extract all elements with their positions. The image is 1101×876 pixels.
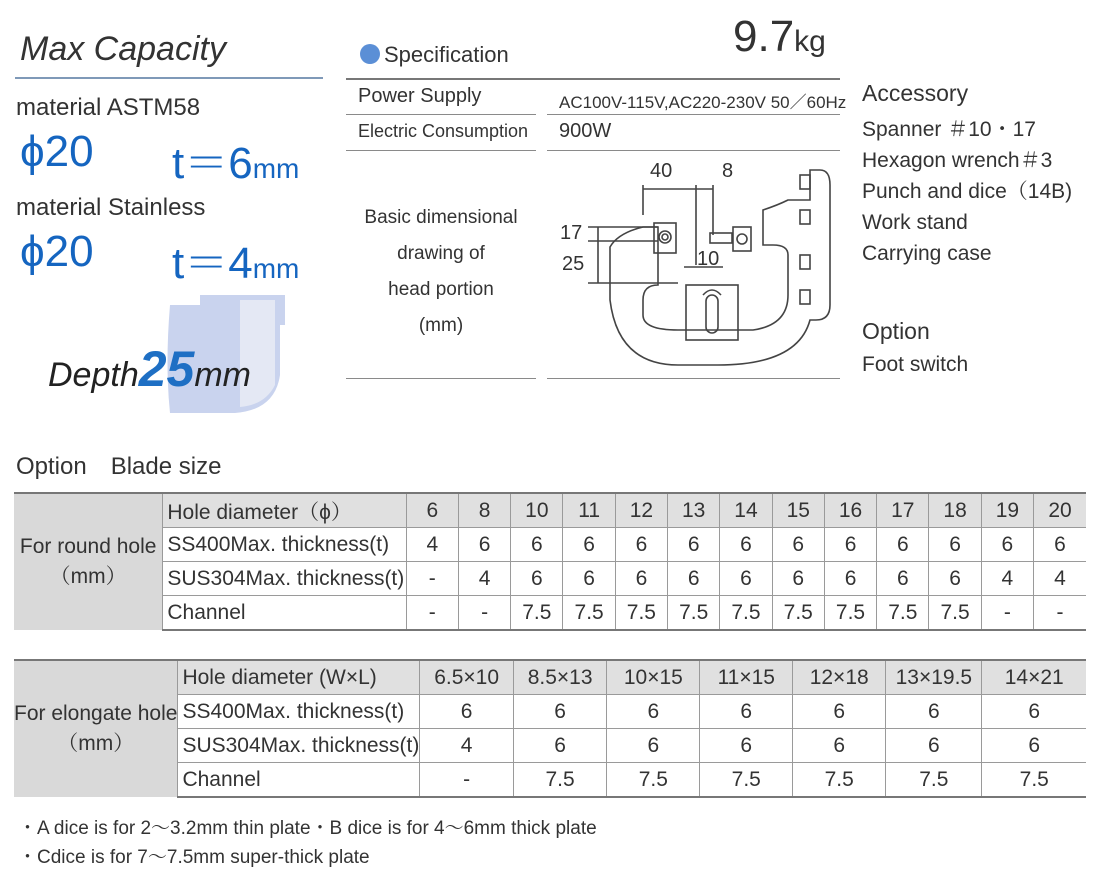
material-astm58-label: material ASTM58	[16, 94, 201, 121]
table-cell: 4	[420, 729, 513, 763]
table-header-cell: 10	[511, 493, 563, 528]
table-cell: 6	[886, 695, 982, 729]
table-header-cell: 15	[772, 493, 824, 528]
table-cell: 7.5	[615, 596, 667, 631]
table-cell: 6	[929, 528, 981, 562]
row-label: SS400Max. thickness(t)	[178, 695, 420, 729]
spec-row-rule	[346, 150, 536, 151]
table-cell: 6	[513, 695, 606, 729]
table-header-cell: 20	[1034, 493, 1086, 528]
table-cell: 6	[982, 729, 1086, 763]
table-header-cell: 10×15	[607, 660, 700, 695]
note-line: ・Cdice is for 7～7.5mm super-thick plate	[18, 847, 370, 868]
table-cell: 6	[513, 729, 606, 763]
table-cell: 6	[877, 528, 929, 562]
table-cell: 7.5	[720, 596, 772, 631]
table-cell: -	[406, 596, 458, 631]
table-cell: -	[458, 596, 510, 631]
table-cell: 6	[982, 695, 1086, 729]
option-heading: Option	[862, 318, 930, 344]
row-label: Channel	[163, 596, 406, 631]
table-cell: 6	[700, 729, 793, 763]
table-header-cell: 6	[406, 493, 458, 528]
table-header-cell: 6.5×10	[420, 660, 513, 695]
round-hole-table	[14, 492, 1086, 631]
dim-40: 40	[650, 160, 673, 182]
side-label-line: For elongate hole	[14, 702, 178, 725]
note-line: ・A dice is for 2～3.2mm thin plate・B dice is for 4～6mm thick plate	[18, 818, 597, 839]
table-cell: 4	[406, 528, 458, 562]
table-header-cell: 12	[615, 493, 667, 528]
table-cell: 7.5	[563, 596, 615, 631]
specification-heading: Specification	[360, 42, 509, 68]
table-header-cell: 12×18	[793, 660, 886, 695]
caption-line: drawing of	[397, 243, 485, 264]
table-cell: 6	[563, 562, 615, 596]
stainless-diameter: ϕ20	[20, 227, 94, 276]
table-cell: 6	[458, 528, 510, 562]
row-label: SS400Max. thickness(t)	[163, 528, 406, 562]
table-cell: 7.5	[772, 596, 824, 631]
accessory-heading: Accessory	[862, 80, 969, 106]
dim-25: 25	[562, 253, 585, 275]
table-cell: 7.5	[513, 763, 606, 798]
elongate-hole-side-label	[14, 660, 178, 797]
table-cell: 6	[981, 528, 1033, 562]
table-cell: 6	[793, 729, 886, 763]
side-label-line: （mm）	[57, 732, 135, 755]
head-drawing	[548, 155, 840, 380]
table-cell: 4	[1034, 562, 1086, 596]
table-cell: 6	[511, 528, 563, 562]
dim-10: 10	[697, 248, 720, 270]
table-cell: 6	[668, 562, 720, 596]
table-cell: 6	[1034, 528, 1086, 562]
accessory-item: Spanner ＃10・17	[862, 118, 1036, 141]
table-header-cell: 17	[877, 493, 929, 528]
table-cell: 6	[824, 528, 876, 562]
side-label-line: （mm）	[49, 565, 127, 588]
side-label-line: For round hole	[19, 535, 157, 558]
spec-bottom-rule	[547, 378, 840, 379]
round-hole-side-label	[14, 493, 163, 630]
table-cell: 7.5	[929, 596, 981, 631]
table-cell: 7.5	[982, 763, 1086, 798]
accessory-item: Hexagon wrench＃3	[862, 149, 1053, 172]
table-cell: 6	[772, 528, 824, 562]
table-cell: 6	[720, 528, 772, 562]
weight-value: 9.7kg	[733, 12, 826, 61]
material-stainless-label: material Stainless	[16, 194, 206, 221]
table-cell: 7.5	[877, 596, 929, 631]
table-cell: 7.5	[700, 763, 793, 798]
astm58-diameter: ϕ20	[20, 127, 94, 176]
drawing-caption	[346, 200, 536, 344]
table-cell: 7.5	[793, 763, 886, 798]
table-header-cell: 16	[824, 493, 876, 528]
spec-row-rule	[547, 114, 840, 115]
table-cell: 7.5	[886, 763, 982, 798]
table-header-cell: 14×21	[982, 660, 1086, 695]
spec-row-rule	[547, 150, 840, 151]
table-cell: 6	[615, 562, 667, 596]
spec-row-rule	[346, 114, 536, 115]
caption-line: Basic dimensional	[364, 207, 518, 228]
table-cell: 6	[824, 562, 876, 596]
table-cell: 6	[877, 562, 929, 596]
elongate-header-label: Hole diameter (W×L)	[178, 660, 420, 695]
table-row	[14, 528, 1086, 562]
power-supply-value: AC100V-115V,AC220-230V 50／60Hz	[559, 93, 847, 112]
table-header-cell: 11×15	[700, 660, 793, 695]
caption-line: head portion	[388, 279, 494, 300]
table-cell: 6	[772, 562, 824, 596]
table-cell: 7.5	[511, 596, 563, 631]
title-divider	[15, 77, 323, 79]
table-header-cell: 13×19.5	[886, 660, 982, 695]
table-row	[14, 596, 1086, 631]
table-cell: 7.5	[668, 596, 720, 631]
bullet-dot-icon	[360, 44, 380, 64]
dim-8: 8	[722, 160, 734, 182]
row-label: SUS304Max. thickness(t)	[163, 562, 406, 596]
table-cell: 6	[615, 528, 667, 562]
table-cell: 7.5	[824, 596, 876, 631]
table-header-cell: 19	[981, 493, 1033, 528]
electric-consumption-value: 900W	[559, 120, 612, 142]
caption-line: (mm)	[418, 315, 464, 336]
table-cell: 7.5	[607, 763, 700, 798]
table-cell: 6	[886, 729, 982, 763]
table-header-cell: 8	[458, 493, 510, 528]
accessory-item: Punch and dice（14B)	[862, 180, 1073, 203]
table-header-cell: 18	[929, 493, 981, 528]
table-cell: 6	[668, 528, 720, 562]
row-label: Channel	[178, 763, 420, 798]
stainless-thickness: t＝4mm	[172, 239, 300, 288]
table-cell: 6	[700, 695, 793, 729]
table-cell: 6	[720, 562, 772, 596]
spec-top-rule	[346, 78, 840, 80]
table-cell: 6	[607, 695, 700, 729]
table-header-cell: 11	[563, 493, 615, 528]
table-row	[14, 562, 1086, 596]
depth-label: Depth25mm	[48, 341, 252, 397]
table-cell: 6	[793, 695, 886, 729]
row-label: SUS304Max. thickness(t)	[178, 729, 420, 763]
table-cell: 4	[981, 562, 1033, 596]
table-cell: 4	[458, 562, 510, 596]
astm58-thickness: t＝6mm	[172, 139, 300, 188]
dim-17: 17	[560, 222, 583, 244]
accessory-item: Work stand	[862, 211, 968, 234]
table-cell: 6	[607, 729, 700, 763]
elongate-hole-table	[14, 659, 1086, 798]
table-header-cell: 13	[668, 493, 720, 528]
table-cell: -	[981, 596, 1033, 631]
table-cell: 6	[929, 562, 981, 596]
blade-size-heading: Option Blade size	[16, 453, 222, 480]
option-item: Foot switch	[862, 353, 969, 376]
electric-consumption-label: Electric Consumption	[358, 121, 529, 141]
accessory-item: Carrying case	[862, 242, 992, 265]
table-cell: 6	[420, 695, 513, 729]
accessory-list	[862, 114, 1072, 269]
table-cell: 6	[511, 562, 563, 596]
power-supply-label: Power Supply	[358, 85, 482, 107]
table-cell: -	[1034, 596, 1086, 631]
table-header-cell: 8.5×13	[513, 660, 606, 695]
round-header-label: Hole diameter（ϕ）	[163, 493, 406, 528]
table-header-cell: 14	[720, 493, 772, 528]
table-cell: -	[406, 562, 458, 596]
spec-bottom-rule	[346, 378, 536, 379]
table-cell: -	[420, 763, 513, 798]
table-cell: 6	[563, 528, 615, 562]
max-capacity-title: Max Capacity	[20, 30, 226, 68]
